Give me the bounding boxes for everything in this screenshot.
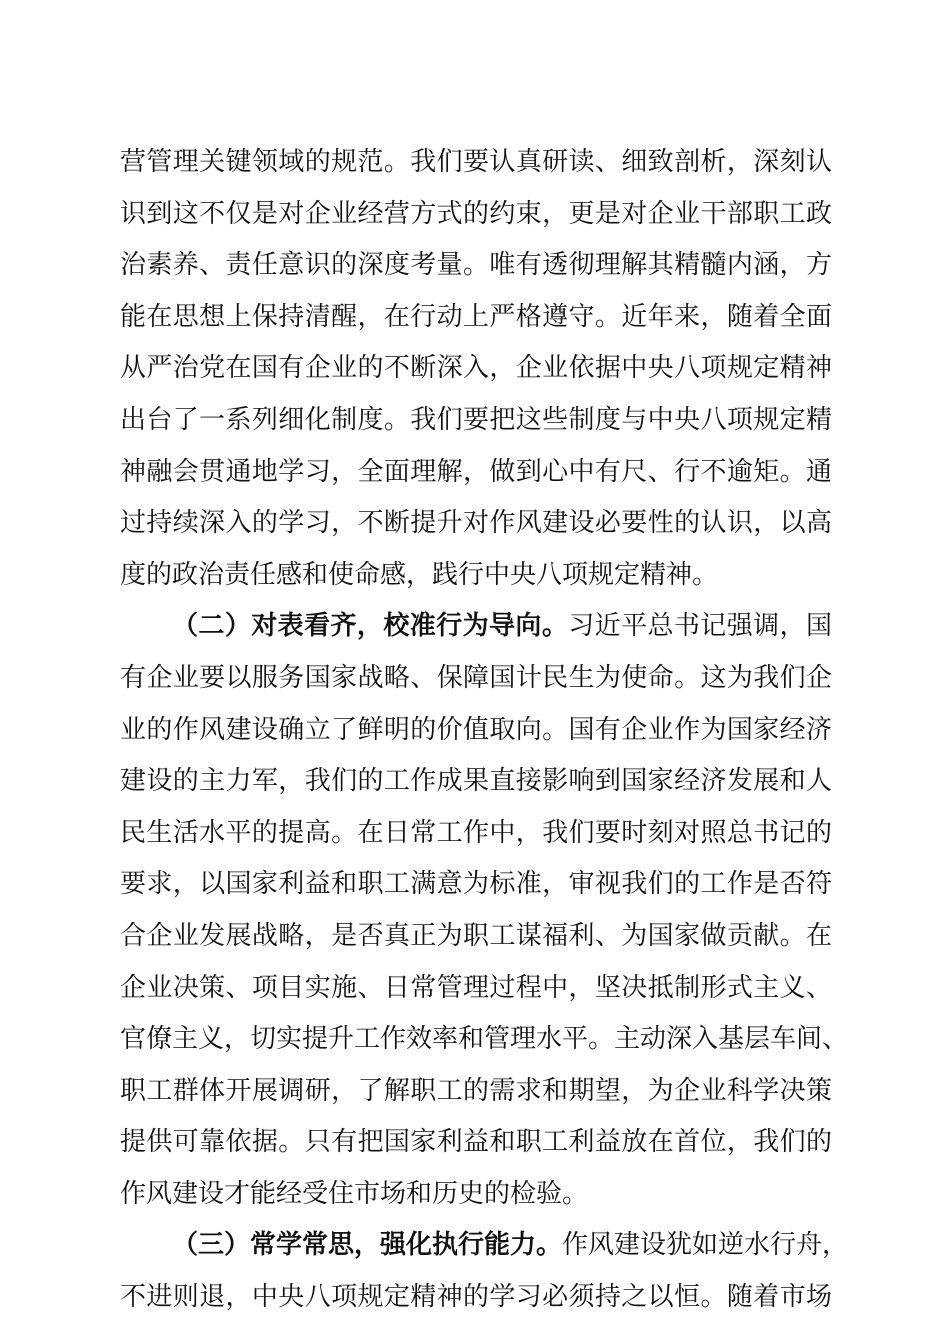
text-line: 官僚主义，切实提升工作效率和管理水平。主动深入基层车间、 <box>120 1024 849 1055</box>
text-line: 要求，以国家利益和职工满意为标准，审视我们的工作是否符 <box>120 869 832 900</box>
text-line: 提供可靠依据。只有把国家利益和职工利益放在首位，我们的 <box>120 1127 832 1158</box>
text-line: 能在思想上保持清醒，在行动上严格遵守。近年来，随着全面 <box>120 301 832 332</box>
paragraph-first-line <box>120 601 832 653</box>
text-line: 业的作风建设确立了鲜明的价值取向。国有企业作为国家经济 <box>120 714 832 745</box>
text-line: 过持续深入的学习，不断提升对作风建设必要性的认识，以高 <box>120 508 832 539</box>
text-line: 从严治党在国有企业的不断深入，企业依据中央八项规定精神 <box>120 353 832 384</box>
text-line: 出台了一系列细化制度。我们要把这些制度与中央八项规定精 <box>120 404 832 435</box>
text-line: 神融会贯通地学习，全面理解，做到心中有尺、行不逾矩。通 <box>120 456 832 487</box>
paragraph-1 <box>120 137 832 601</box>
paragraph-2 <box>120 601 849 1220</box>
text-line: 不进则退，中央八项规定精神的学习必须持之以恒。随着市场 <box>120 1282 832 1313</box>
text-run: 习近平总书记强调，国 <box>568 611 832 642</box>
text-line: 识到这不仅是对企业经营方式的约束，更是对企业干部职工政 <box>120 198 832 229</box>
text-line: 合企业发展战略，是否真正为职工谋福利、为国家做贡献。在 <box>120 920 832 951</box>
text-line: 治素养、责任意识的深度考量。唯有透彻理解其精髓内涵，方 <box>120 250 832 281</box>
text-line: 民生活水平的提高。在日常工作中，我们要时刻对照总书记的 <box>120 817 832 848</box>
paragraph-first-line <box>120 1220 849 1272</box>
text-run: 作风建设犹如逆水行舟， <box>562 1230 849 1261</box>
paragraph-3 <box>120 1220 849 1323</box>
text-line: 营管理关键领域的规范。我们要认真研读、细致剖析，深刻认 <box>120 147 832 177</box>
text-line: 有企业要以服务国家战略、保障国计民生为使命。这为我们企 <box>120 662 832 693</box>
text-line: 度的政治责任感和使命感，践行中央八项规定精神。 <box>120 559 719 590</box>
text-line: 建设的主力军，我们的工作成果直接影响到国家经济发展和人 <box>120 766 832 797</box>
text-line: 作风建设才能经受住市场和历史的检验。 <box>120 1178 589 1209</box>
section-heading: （二）对表看齐，校准行为导向。 <box>172 611 569 642</box>
section-heading: （三）常学常思，强化执行能力。 <box>172 1230 563 1261</box>
text-line: 企业决策、项目实施、日常管理过程中，坚决抵制形式主义、 <box>120 972 832 1003</box>
body-text <box>120 137 849 1324</box>
text-line: 职工群体开展调研，了解职工的需求和期望，为企业科学决策 <box>120 1075 832 1106</box>
